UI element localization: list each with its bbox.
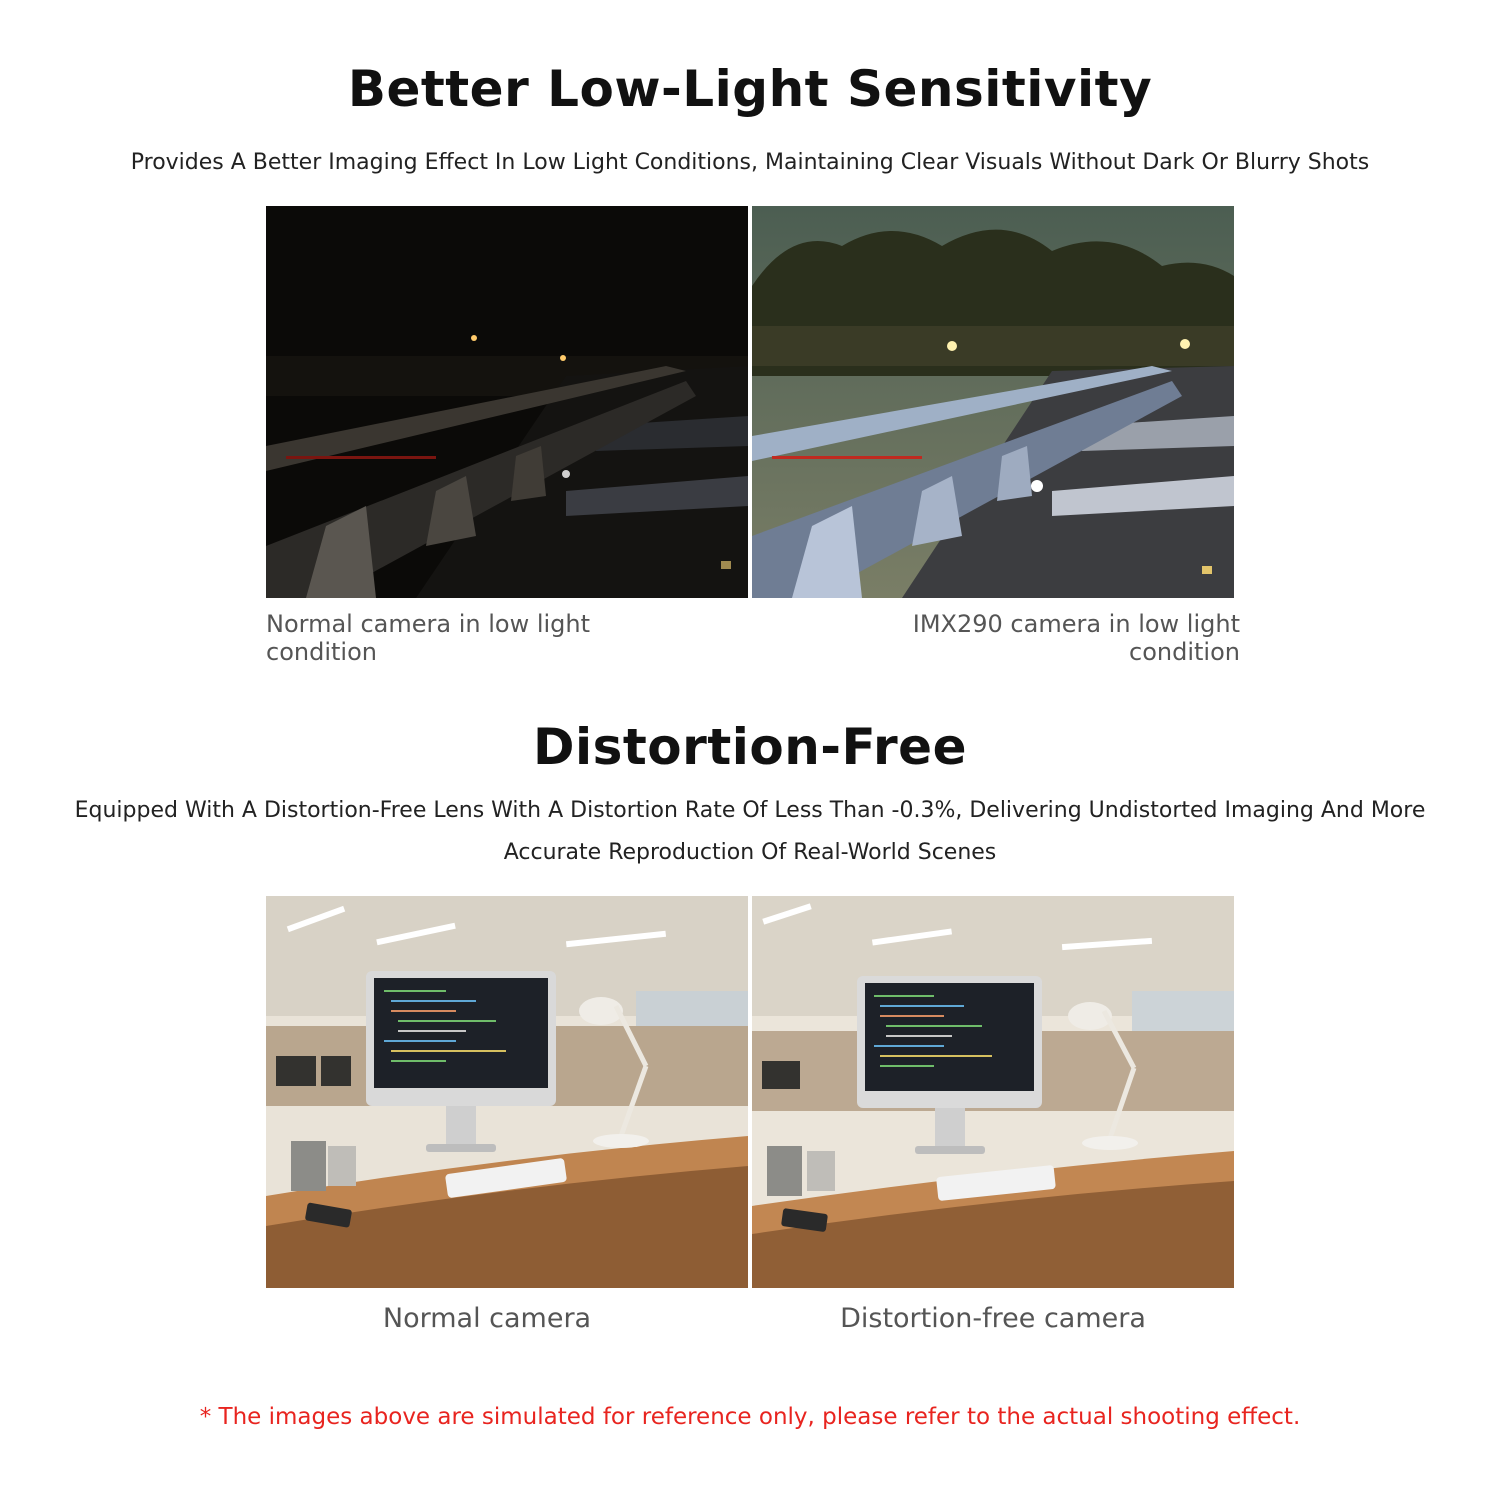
simulation-footnote: * The images above are simulated for reference only, please refer to the actual shooting effect. <box>199 1404 1301 1430</box>
normal-camera-office-caption: Normal camera <box>382 1303 592 1334</box>
distortion-free-camera-office-photo <box>752 896 1234 1288</box>
imx290-camera-lowlight-caption: IMX290 camera in low light condition <box>912 610 1240 666</box>
section2-title: Distortion-Free <box>533 718 967 776</box>
normal-camera-lowlight-photo <box>266 206 748 598</box>
section1-title: Better Low-Light Sensitivity <box>347 60 1153 118</box>
imx290-camera-lowlight-photo <box>752 206 1234 598</box>
section2-subtitle: Equipped With A Distortion-Free Lens With A Distortion Rate Of Less Than -0.3%, Delivering Undistorted Imaging And More Accurate Reproduction Of Real-World Scenes <box>74 798 1426 865</box>
normal-camera-lowlight-caption: Normal camera in low light condition <box>266 610 591 666</box>
distortion-free-camera-office-caption: Distortion-free camera <box>840 1303 1146 1334</box>
normal-camera-office-photo <box>266 896 748 1288</box>
section1-subtitle: Provides A Better Imaging Effect In Low Light Conditions, Maintaining Clear Visuals Without Dark Or Blurry Shots <box>130 150 1370 175</box>
